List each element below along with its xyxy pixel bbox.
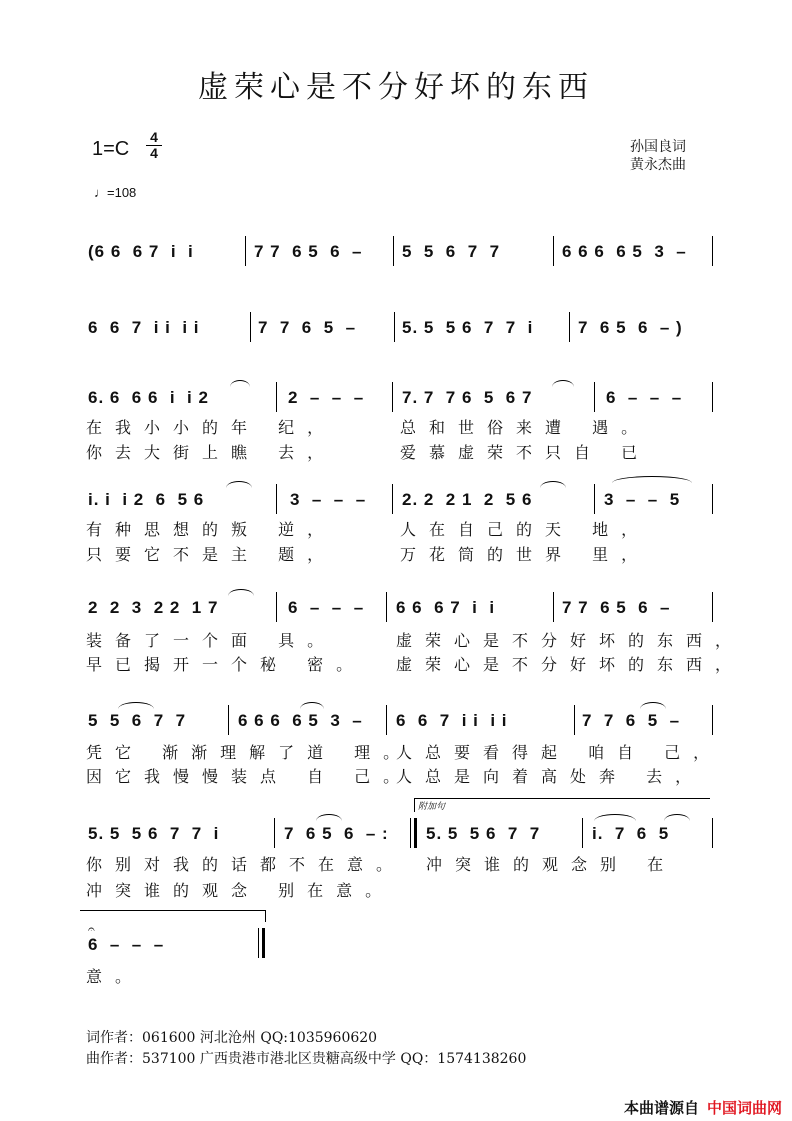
row7-lyric-verse2-a: 冲突谁的观念 别在意。 bbox=[86, 881, 395, 900]
barline bbox=[394, 312, 395, 342]
row4-measure2: 3 – – – bbox=[290, 490, 367, 509]
barline bbox=[574, 705, 575, 735]
repeat-barline-thin bbox=[410, 818, 411, 848]
row3-measure3: 7. 7 7 6 5 6 7 bbox=[402, 388, 533, 407]
row3-lyric-verse1-a: 在我小小的年 纪， bbox=[86, 418, 337, 437]
row3-lyric-verse2-b: 爱慕虚荣不只自 已 bbox=[400, 443, 651, 462]
row5-lyric-verse2-b: 虚荣心是不分好坏的东西， bbox=[396, 655, 745, 674]
source-site-link[interactable]: 中国词曲网 bbox=[706, 1099, 782, 1117]
row5-lyric-verse1-b: 虚荣心是不分好坏的东西， bbox=[396, 631, 745, 650]
lyricist-info: 词作者：061600 河北沧州 QQ:1035960620 bbox=[86, 1030, 378, 1046]
row6-measure4: 7 7 6 5 – bbox=[582, 711, 681, 730]
time-signature bbox=[146, 130, 162, 161]
row7-measure2: 7 6 5 6 – : bbox=[284, 824, 389, 843]
row4-lyric-verse2-b: 万花筒的世界 里， bbox=[400, 545, 651, 564]
row2-measure3: 5. 5 5 6 7 7 i bbox=[402, 318, 534, 337]
song-title: 虚荣心是不分好坏的东西 bbox=[198, 70, 594, 105]
barline bbox=[712, 818, 713, 848]
ending-bracket-hook bbox=[414, 798, 415, 812]
row4-measure1: i. i i 2 6 5 6 bbox=[88, 490, 205, 509]
row8-lyric: 意。 bbox=[86, 967, 145, 986]
barline bbox=[712, 705, 713, 735]
tie bbox=[612, 476, 692, 483]
meter-top: 4 bbox=[150, 129, 158, 145]
row7-measure4: i. 7 6 5 bbox=[592, 824, 670, 843]
row3-lyric-verse1-b: 总和世俗来遭 遇。 bbox=[400, 418, 651, 437]
row6-measure1: 5 5 6 7 7 bbox=[88, 711, 187, 730]
row7-measure1: 5. 5 5 6 7 7 i bbox=[88, 824, 220, 843]
slur bbox=[230, 380, 250, 387]
row1-measure2: 7 7 6 5 6 – bbox=[254, 242, 363, 261]
row6-measure2: 6 6 6 6 5 3 – bbox=[238, 711, 363, 730]
row2-measure4: 7 6 5 6 – ) bbox=[578, 318, 683, 337]
barline bbox=[386, 705, 387, 735]
slur bbox=[228, 589, 254, 596]
row4-lyric-verse2-a: 只要它不是主 题， bbox=[86, 545, 337, 564]
barline bbox=[712, 484, 713, 514]
row6-lyric-verse2-a: 因它我慢慢装点 自 己。 bbox=[86, 767, 413, 786]
row5-measure3: 6 6 6 7 i i bbox=[396, 598, 496, 617]
row6-lyric-verse1-a: 凭它 渐渐理解了道 理。 bbox=[86, 743, 413, 762]
barline bbox=[553, 592, 554, 622]
ending-bracket bbox=[80, 910, 266, 911]
slur bbox=[664, 814, 690, 821]
slur bbox=[594, 814, 636, 821]
row5-measure4: 7 7 6 5 6 – bbox=[562, 598, 671, 617]
row3-measure2: 2 – – – bbox=[288, 388, 365, 407]
source-prefix: 本曲谱源自 bbox=[623, 1099, 699, 1117]
row8-measure1: 6 – – – bbox=[88, 935, 165, 954]
row1-measure4: 6 6 6 6 5 3 – bbox=[562, 242, 687, 261]
barline bbox=[274, 818, 275, 848]
row4-measure4: 3 – – 5 bbox=[604, 490, 681, 509]
ending-label: 附加句 bbox=[418, 802, 446, 812]
source-credit bbox=[624, 1097, 782, 1118]
repeat-barline-thick bbox=[414, 818, 417, 848]
credits bbox=[630, 138, 686, 174]
row4-lyric-verse1-a: 有种思想的叛 逆， bbox=[86, 520, 337, 539]
barline bbox=[712, 382, 713, 412]
final-barline-thin bbox=[258, 928, 259, 958]
barline bbox=[276, 484, 277, 514]
barline bbox=[594, 382, 595, 412]
tempo-marking: ♩=108 bbox=[94, 185, 137, 200]
barline bbox=[276, 592, 277, 622]
ending-bracket bbox=[414, 798, 710, 799]
row2-measure1: 6 6 7 i i i i bbox=[88, 318, 200, 337]
slur bbox=[552, 380, 574, 387]
row6-measure3: 6 6 7 i i i i bbox=[396, 711, 508, 730]
row3-lyric-verse2-a: 你去大街上瞧 去， bbox=[86, 443, 337, 462]
row6-lyric-verse2-b: 人总是向着高处奔 去， bbox=[396, 767, 705, 786]
row7-measure3: 5. 5 5 6 7 7 bbox=[426, 824, 541, 843]
row5-measure2: 6 – – – bbox=[288, 598, 365, 617]
row5-measure1: 2 2 3 2 2 1 7 bbox=[88, 598, 219, 617]
composer-info: 曲作者：537100 广西贵港市港北区贵糖高级中学 QQ：1574138260 bbox=[86, 1051, 527, 1067]
row1-measure3: 5 5 6 7 7 bbox=[402, 242, 501, 261]
row3-measure4: 6 – – – bbox=[606, 388, 683, 407]
barline bbox=[245, 236, 246, 266]
ending-bracket-hook bbox=[265, 910, 266, 922]
row5-lyric-verse1-a: 装备了一个面 具。 bbox=[86, 631, 337, 650]
row7-lyric-verse1-b: 冲突谁的观念别 在 bbox=[426, 855, 677, 874]
row6-lyric-verse1-b: 人总要看得起 咱自 己， bbox=[396, 743, 723, 762]
row1-measure1: (6 6 6 7 i i bbox=[88, 242, 194, 261]
barline bbox=[392, 484, 393, 514]
fermata-icon: 𝄐 bbox=[88, 922, 95, 936]
barline bbox=[569, 312, 570, 342]
barline bbox=[393, 236, 394, 266]
slur bbox=[316, 814, 342, 821]
barline bbox=[712, 592, 713, 622]
slur bbox=[640, 702, 666, 709]
barline bbox=[712, 236, 713, 266]
lyricist-credit: 孙国良词 bbox=[630, 139, 686, 155]
slur bbox=[118, 702, 154, 709]
barline bbox=[386, 592, 387, 622]
final-barline-thick bbox=[262, 928, 265, 958]
slur bbox=[300, 702, 324, 709]
row5-lyric-verse2-a: 早已揭开一个秘 密。 bbox=[86, 655, 366, 674]
barline bbox=[250, 312, 251, 342]
row2-measure2: 7 7 6 5 – bbox=[258, 318, 357, 337]
barline bbox=[276, 382, 277, 412]
barline bbox=[594, 484, 595, 514]
row3-measure1: 6. 6 6 6 i i 2 bbox=[88, 388, 209, 407]
meter-bottom: 4 bbox=[146, 145, 162, 161]
slur bbox=[540, 481, 566, 488]
composer-credit: 黄永杰曲 bbox=[630, 157, 686, 173]
key-signature: 1=C bbox=[92, 138, 130, 160]
barline bbox=[582, 818, 583, 848]
row4-measure3: 2. 2 2 1 2 5 6 bbox=[402, 490, 533, 509]
barline bbox=[392, 382, 393, 412]
row7-lyric-verse1-a: 你别对我的话都不在意。 bbox=[86, 855, 406, 874]
barline bbox=[228, 705, 229, 735]
row4-lyric-verse1-b: 人在自己的天 地， bbox=[400, 520, 651, 539]
barline bbox=[553, 236, 554, 266]
slur bbox=[226, 481, 252, 488]
